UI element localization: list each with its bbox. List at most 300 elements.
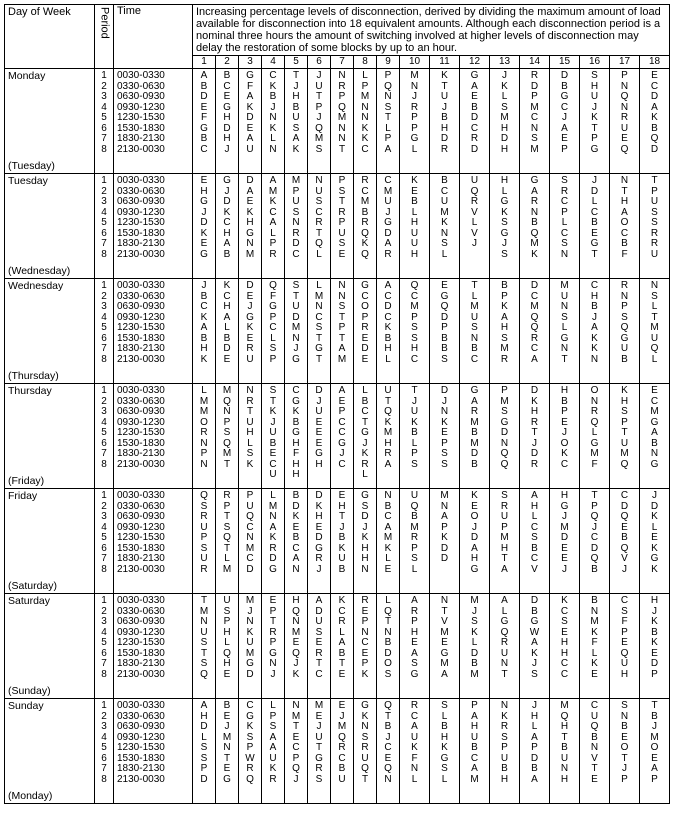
time-range: 0630-0930 (117, 511, 165, 522)
period-number: 6 (101, 332, 107, 344)
time-cell (114, 384, 193, 489)
time-range: 2130-0030 (117, 353, 165, 365)
time-range: 0330-0630 (117, 80, 165, 92)
block-letters: S N B E O T J P (620, 700, 629, 785)
block-letters: G C O P R E D E (361, 280, 369, 365)
block-letters-column (331, 174, 354, 279)
block-letters-column (216, 69, 239, 174)
block-letters-column (239, 489, 262, 594)
block-letters: A H L C S B C V (530, 490, 539, 575)
period-number: 4 (101, 521, 107, 533)
block-letters: S R U P M H T A (500, 490, 509, 575)
block-letters-column (262, 489, 285, 594)
block-letters: N U S C R T Q L (315, 175, 323, 260)
day-cell (5, 69, 95, 174)
block-letters: B N M K F L K E (590, 595, 599, 680)
period-number: 7 (101, 133, 107, 144)
block-letters-column (640, 174, 670, 279)
block-letters-column (580, 594, 610, 699)
next-day-label: (Tuesday) (8, 159, 55, 172)
block-letters: G A E B D C R D (470, 70, 479, 155)
day-name: Thursday (8, 385, 52, 397)
block-letters: A E P C C G J C (338, 385, 346, 470)
block-letters: U Q R V L V J (470, 175, 479, 249)
block-letters: P U Q C N M C D (245, 490, 255, 575)
time-cell (114, 594, 193, 699)
period-number: 6 (101, 122, 107, 134)
block-letters-column (490, 174, 520, 279)
block-letters-column (193, 279, 216, 384)
block-letters-column (400, 594, 430, 699)
block-letters: H J K B K E D P (650, 595, 659, 680)
block-letters: L P S A A U K R (269, 700, 277, 785)
period-cell (95, 69, 114, 174)
day-block (5, 174, 670, 279)
time-range: 2130-0030 (117, 248, 165, 260)
block-letters: P S T R P U S E (338, 175, 346, 260)
block-letters: N R T U H L S K (246, 385, 254, 470)
block-letters-column (550, 384, 580, 489)
column-number: 17 (610, 56, 640, 69)
block-letters-column (331, 489, 354, 594)
period-number: 1 (101, 490, 107, 501)
block-letters-column (550, 69, 580, 174)
next-day-label: (Saturday) (8, 579, 58, 592)
block-letters-column (285, 174, 308, 279)
block-letters-column (400, 174, 430, 279)
block-letters: B C E G H D H J (223, 70, 231, 155)
time-range: 0630-0930 (117, 616, 165, 627)
block-letters: E G Q D P B B S (440, 280, 449, 365)
block-letters-column (490, 279, 520, 384)
block-letters: D E J G K E R U (246, 280, 254, 365)
day-block (5, 69, 670, 174)
period-number: 5 (101, 112, 107, 123)
block-letters-column (354, 279, 377, 384)
block-letters: G A R M B M D B (470, 385, 479, 470)
block-letters-column (239, 279, 262, 384)
period-number: 2 (101, 500, 107, 512)
block-letters-column (377, 594, 400, 699)
block-letters-column (400, 384, 430, 489)
block-letters-column (308, 69, 331, 174)
block-letters-column (331, 699, 354, 804)
period-number: 5 (101, 217, 107, 228)
time-range: 1830-2130 (117, 448, 165, 459)
time-range: 1530-1830 (117, 122, 165, 134)
block-letters-column (400, 699, 430, 804)
period-number: 3 (101, 406, 107, 417)
column-number: 3 (239, 56, 262, 69)
time-range: 2130-0030 (117, 668, 165, 680)
block-letters: M J N K U M G D (245, 595, 255, 680)
block-letters: S H U J K T P G (590, 70, 599, 155)
block-letters: G J D K C H A B (223, 175, 231, 260)
block-letters: J H L A P D B A (530, 700, 539, 785)
period-number: 4 (101, 626, 107, 638)
block-letters-column (377, 384, 400, 489)
disconnection-levels-description: Increasing percentage levels of disconnection, derived by dividing the maximum amount of load available for disconnection into 18 equivalent amounts. Although each disconnection period is a nominal three hours the amount of switching involved at higher levels of disconnection may delay the restoration of some blocks by up to an hour. (193, 5, 670, 56)
day-cell (5, 384, 95, 489)
block-letters-column (490, 699, 520, 804)
block-letters-column (550, 699, 580, 804)
time-range: 0630-0930 (117, 406, 165, 417)
time-range: 0930-1230 (117, 626, 165, 638)
block-letters: S T K J U B E C U (269, 385, 277, 480)
period-number: 8 (101, 143, 107, 155)
period-number: 1 (101, 175, 107, 186)
block-letters: L M M O R N P N (199, 385, 209, 470)
block-letters-column (490, 594, 520, 699)
block-letters-column (193, 699, 216, 804)
time-range: 0630-0930 (117, 301, 165, 312)
block-letters: B D K E B C A N (292, 490, 300, 575)
block-letters: S R C P L C S N (560, 175, 569, 260)
period-number: 6 (101, 752, 107, 764)
time-cell (114, 174, 193, 279)
block-letters-column (262, 69, 285, 174)
block-letters-column (308, 489, 331, 594)
block-letters-column (460, 489, 490, 594)
block-letters-column (520, 174, 550, 279)
column-number: 12 (460, 56, 490, 69)
period-number: 4 (101, 416, 107, 428)
time-cell (114, 69, 193, 174)
time-range: 1230-1530 (117, 637, 165, 648)
day-block (5, 594, 670, 699)
block-letters: B E J M N T E G (222, 700, 232, 785)
day-cell (5, 174, 95, 279)
block-letters: B P K A H S M R (500, 280, 509, 365)
block-letters-column (193, 384, 216, 489)
block-letters: P Q N S T L P A (384, 70, 392, 155)
block-letters: N T V M E G M A (440, 595, 449, 680)
day-name: Tuesday (8, 175, 48, 187)
block-letters-column (430, 594, 460, 699)
next-day-label: (Wednesday) (8, 264, 71, 277)
block-letters: T B J M O E A P (650, 700, 659, 785)
block-letters-column (580, 279, 610, 384)
time-range: 1230-1530 (117, 742, 165, 753)
time-range: 0330-0630 (117, 290, 165, 302)
block-letters: M Q N P S Q M T (222, 385, 232, 470)
day-block (5, 384, 670, 489)
block-letters-column (354, 594, 377, 699)
block-letters: T M N U S T S Q (199, 595, 209, 680)
block-letters: E C M G A B N G (650, 385, 659, 470)
block-letters: L P M N N K K C (360, 70, 370, 155)
time-range: 0030-0330 (117, 490, 165, 501)
time-range: 0930-1230 (117, 206, 165, 218)
block-letters: H B P E J O K C (560, 385, 569, 470)
time-range: 0330-0630 (117, 710, 165, 722)
column-number: 15 (550, 56, 580, 69)
block-letters-column (377, 279, 400, 384)
block-letters: C U Q B N V T E (590, 700, 599, 785)
block-letters-column (308, 384, 331, 489)
period-number: 3 (101, 616, 107, 627)
time-range: 1830-2130 (117, 763, 165, 774)
period-number: 2 (101, 395, 107, 407)
block-letters: D K H R T J D R (530, 385, 539, 470)
block-letters-column (239, 69, 262, 174)
block-letters: T P U S S R R U (650, 175, 659, 260)
block-letters-column (331, 279, 354, 384)
block-letters-column (354, 174, 377, 279)
block-letters-column (354, 489, 377, 594)
block-letters-column (550, 489, 580, 594)
block-letters: D B G C J A E P (560, 70, 569, 155)
block-letters-column (460, 699, 490, 804)
day-block (5, 489, 670, 594)
time-range: 0630-0930 (117, 196, 165, 207)
block-letters-column (610, 69, 640, 174)
period-number: 8 (101, 458, 107, 470)
block-letters: E J M Q R C B U (337, 700, 347, 785)
time-range: 0330-0630 (117, 395, 165, 407)
time-range: 1530-1830 (117, 752, 165, 764)
column-number: 11 (430, 56, 460, 69)
block-letters: N T H A O C B F (620, 175, 629, 260)
block-letters: A H D L S S P D (200, 700, 208, 785)
block-letters: E H T J B K U B (338, 490, 346, 575)
block-letters: M P U S N R D C (291, 175, 301, 260)
time-range: 1830-2130 (117, 658, 165, 669)
block-letters: K E B L H U U H (410, 175, 419, 260)
block-letters: C G K S P W R Q (245, 700, 255, 785)
column-number: 4 (262, 56, 285, 69)
block-letters-column (640, 594, 670, 699)
block-letters: U S P H L Q H E (223, 595, 231, 680)
block-letters: E P T R P G N J (269, 595, 277, 680)
next-day-label: (Thursday) (8, 369, 59, 382)
block-letters: K T U J B H D R (440, 70, 449, 155)
block-letters: H L G K S G J S (500, 175, 509, 260)
block-letters-column (331, 594, 354, 699)
time-range: 1530-1830 (117, 332, 165, 344)
block-letters: D B G W A K J S (529, 595, 540, 680)
time-range: 1530-1830 (117, 437, 165, 449)
period-number: 2 (101, 80, 107, 92)
block-letters: D J U E E E G H (315, 385, 323, 470)
block-letters: C K B J N K L N (269, 70, 277, 155)
time-range: 0330-0630 (117, 605, 165, 617)
next-day-label: (Friday) (8, 474, 45, 487)
block-letters-column (430, 279, 460, 384)
day-block (5, 279, 670, 384)
block-letters: H Q N M E Q J K (291, 595, 301, 680)
block-letters: D C M Q Q R C A (530, 280, 539, 365)
block-letters: R D P M C N S M (530, 70, 539, 155)
block-letters: E H G J D K E G (200, 175, 208, 260)
block-letters-column (216, 279, 239, 384)
block-letters-column (331, 384, 354, 489)
block-letters: C H B J A K K N (590, 280, 599, 365)
period-number: 2 (101, 185, 107, 197)
block-letters: A M K C A L P R (268, 175, 278, 260)
period-cell (95, 699, 114, 804)
next-day-label: (Monday) (8, 789, 53, 802)
block-letters: M Q H T B U N H (560, 700, 569, 785)
period-number: 1 (101, 385, 107, 396)
time-range: 0930-1230 (117, 311, 165, 323)
day-cell (5, 489, 95, 594)
block-letters-column (460, 384, 490, 489)
period-cell (95, 384, 114, 489)
block-letters: N N S T P T A M (337, 280, 347, 365)
block-letters-column (610, 279, 640, 384)
period-number: 5 (101, 637, 107, 648)
day-name: Monday (8, 70, 46, 82)
period-number: 5 (101, 427, 107, 438)
block-letters: U T Q K M H R A (383, 385, 393, 470)
period-cell (95, 594, 114, 699)
block-letters-column (308, 699, 331, 804)
block-letters-column (460, 279, 490, 384)
block-letters-column (285, 69, 308, 174)
block-letters-column (354, 384, 377, 489)
block-letters: R C A U K F N L (410, 700, 419, 785)
period-cell (95, 489, 114, 594)
period-number: 6 (101, 647, 107, 659)
time-cell (114, 699, 193, 804)
column-number: 10 (400, 56, 430, 69)
time-range: 0930-1230 (117, 101, 165, 113)
period-number: 1 (101, 280, 107, 291)
block-letters: R E P N C E P K (361, 595, 369, 680)
block-letters-column (580, 174, 610, 279)
block-letters: T L M U S N B C (470, 280, 479, 365)
period-number: 8 (101, 668, 107, 680)
block-letters: G A R N B Q M K (530, 175, 539, 260)
block-letters: D K H E D G R J (315, 490, 323, 575)
block-letters-column (430, 174, 460, 279)
block-letters: S T U D M N J G (291, 280, 301, 365)
block-letters: L M N A K R D G (268, 490, 278, 575)
block-letters-column (262, 594, 285, 699)
block-letters-column (640, 279, 670, 384)
column-number: 2 (216, 56, 239, 69)
block-letters: J B C K A B H K (200, 280, 208, 365)
day-of-week-header: Day of Week (5, 5, 95, 69)
time-range: 1530-1830 (117, 647, 165, 659)
time-range: 1230-1530 (117, 112, 165, 123)
period-number: 5 (101, 742, 107, 753)
block-letters: K C H A L B D E (223, 280, 231, 365)
block-letters-column (285, 699, 308, 804)
block-letters: Q S R U P S U R (200, 490, 208, 575)
block-letters: J D L C B E G T (590, 175, 599, 260)
period-number: 7 (101, 343, 107, 354)
day-cell (5, 699, 95, 804)
day-name: Saturday (8, 595, 51, 607)
period-number: 1 (101, 595, 107, 606)
block-letters: L M N C S T G T (314, 280, 324, 365)
time-range: 1830-2130 (117, 133, 165, 144)
block-letters-column (610, 699, 640, 804)
period-number: 4 (101, 731, 107, 743)
block-letters-column (430, 699, 460, 804)
block-letters-column (354, 699, 377, 804)
time-range: 2130-0030 (117, 773, 165, 785)
block-letters-column (377, 489, 400, 594)
block-letters-column (216, 699, 239, 804)
time-range: 1230-1530 (117, 322, 165, 333)
day-cell (5, 594, 95, 699)
time-range: 0330-0630 (117, 185, 165, 197)
block-letters-column (430, 384, 460, 489)
block-letters: P M S G D N Q Q (500, 385, 509, 470)
column-number: 8 (354, 56, 377, 69)
time-range: 0030-0330 (117, 280, 165, 291)
block-letters-column (193, 174, 216, 279)
block-letters: M U N S L G N T (560, 280, 569, 365)
block-letters-column (262, 279, 285, 384)
period-number: 6 (101, 542, 107, 554)
period-number: 5 (101, 322, 107, 333)
block-letters-column (285, 384, 308, 489)
block-letters: R N P S Q G U B (620, 280, 629, 365)
block-letters: B C U M K N S L (440, 175, 449, 260)
time-range: 0030-0330 (117, 70, 165, 81)
block-letters-column (193, 594, 216, 699)
time-range: 0030-0330 (117, 175, 165, 186)
column-number: 1 (193, 56, 216, 69)
block-letters: A B D E F G B C (200, 70, 208, 155)
block-letters: T J U K B L P S (410, 385, 419, 470)
column-number: 14 (520, 56, 550, 69)
block-letters-column (285, 594, 308, 699)
block-letters-column (308, 174, 331, 279)
period-number: 4 (101, 101, 107, 113)
time-range: 1830-2130 (117, 343, 165, 354)
block-letters: J U T P J Q M S (314, 70, 324, 155)
block-letters-column (308, 594, 331, 699)
header-row (5, 5, 670, 56)
block-letters-column (520, 384, 550, 489)
block-letters-column (400, 489, 430, 594)
block-letters: A D U S E R T C (315, 595, 323, 680)
disconnection-schedule-table (4, 4, 670, 804)
column-number: 16 (580, 56, 610, 69)
block-letters-column (216, 174, 239, 279)
block-letters-column (460, 69, 490, 174)
block-letters-column (460, 594, 490, 699)
block-letters-column (610, 174, 640, 279)
time-range: 1830-2130 (117, 238, 165, 249)
day-name: Sunday (8, 700, 44, 712)
block-letters-column (520, 489, 550, 594)
block-letters-column (490, 69, 520, 174)
block-letters-column (550, 174, 580, 279)
period-number: 1 (101, 700, 107, 711)
block-letters: R C M B R Q K Q (360, 175, 370, 260)
block-letters: U Q B M R P S L (410, 490, 419, 575)
column-number: 6 (308, 56, 331, 69)
time-range: 0630-0930 (117, 721, 165, 732)
block-letters: J K L S M H D H (500, 70, 509, 155)
column-number: 5 (285, 56, 308, 69)
block-letters: G K N S R U Q T (361, 700, 369, 785)
block-letters: D J N K E P S S (440, 385, 449, 470)
block-letters: M E J U T G R S (314, 700, 324, 785)
time-range: 1830-2130 (117, 553, 165, 564)
time-range: 0930-1230 (117, 416, 165, 428)
block-letters: M J S K L D B M (470, 595, 479, 680)
block-letters-column (262, 699, 285, 804)
day-cell (5, 279, 95, 384)
block-letters-column (239, 384, 262, 489)
